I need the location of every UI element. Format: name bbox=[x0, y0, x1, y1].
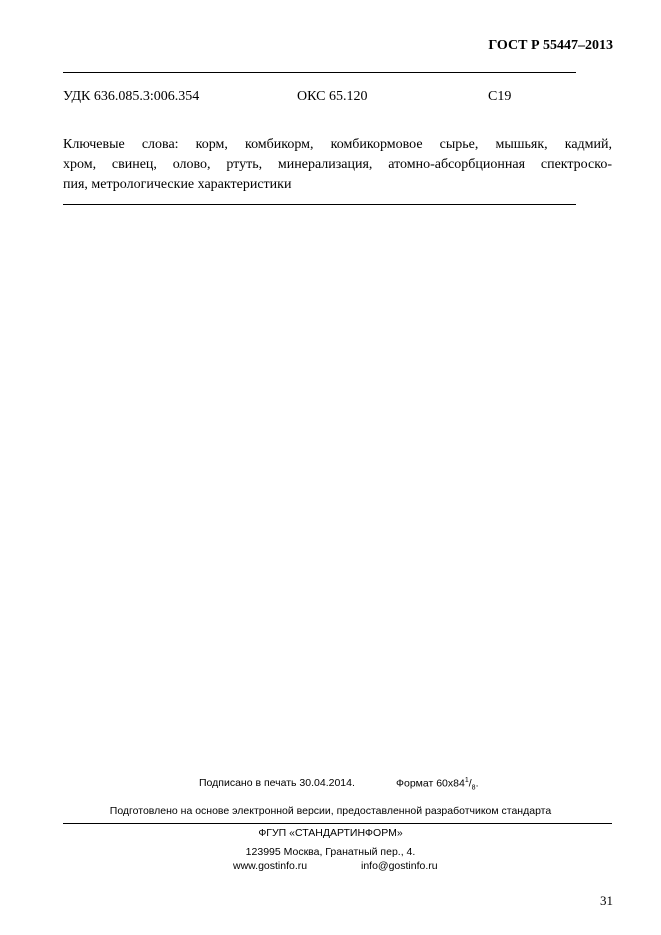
udk-code: УДК 636.085.3:006.354 bbox=[63, 89, 200, 104]
standard-code: ГОСТ Р 55447–2013 bbox=[488, 38, 613, 53]
page-number: 31 bbox=[600, 893, 613, 908]
format-prefix: Формат 60х84 bbox=[396, 777, 465, 790]
oks-code: ОКС 65.120 bbox=[297, 89, 368, 104]
publisher-website: www.gostinfo.ru bbox=[233, 860, 308, 872]
publisher-email: info@gostinfo.ru bbox=[361, 860, 438, 872]
publisher-name: ФГУП «СТАНДАРТИНФОРМ» bbox=[258, 827, 403, 839]
top-divider bbox=[63, 72, 576, 73]
keywords-block bbox=[63, 135, 612, 195]
publisher-address: 123995 Москва, Гранатный пер., 4. bbox=[245, 846, 416, 858]
imprint-divider bbox=[63, 823, 612, 824]
keywords-line: хром, свинец, олово, ртуть, минерализация, атомно-абсорбционная спектроско- bbox=[63, 157, 612, 172]
keywords-line: Ключевые слова: корм, комбикорм, комбикормовое сырье, мышьяк, кадмий, bbox=[63, 137, 612, 152]
signed-date: Подписано в печать 30.04.2014. bbox=[199, 777, 355, 789]
prepared-note: Подготовлено на основе электронной версии, предоставленной разработчиком стандарта bbox=[109, 805, 552, 817]
paper-format: Формат $60х84^1/_8$. bbox=[396, 777, 479, 792]
format-denominator: 8 bbox=[471, 784, 476, 792]
format-numerator: 1 bbox=[464, 777, 469, 784]
format-suffix: . bbox=[475, 777, 479, 790]
class-code: С19 bbox=[488, 89, 512, 104]
keywords-divider bbox=[63, 204, 576, 205]
keywords-line: пия, метрологические характеристики bbox=[63, 177, 292, 192]
